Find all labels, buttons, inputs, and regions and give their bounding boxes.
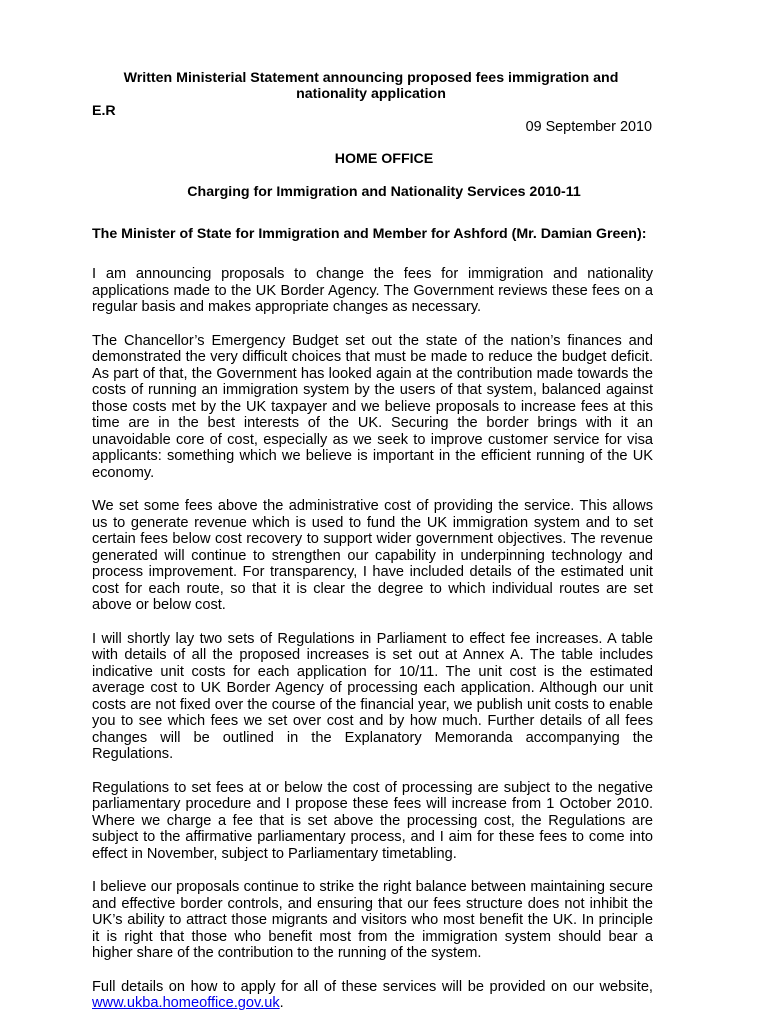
department-heading: HOME OFFICE	[334, 151, 434, 167]
speaker-line: The Minister of State for Immigration and Member for Ashford (Mr. Damian Green):	[92, 226, 647, 242]
paragraph-7-text: Full details on how to apply for all of these services will be provided on our website,	[92, 978, 653, 995]
paragraph-5: Regulations to set fees at or below the cost of processing are subject to the negative parliamentary procedure and I propose these fees will increase from 1 October 2010. Where we charge a fee that is set above the processing cost, the Regulations are subject to the affirmative parliamentary process, and I aim for these fees to come into effect in November, subject to Parliamentary timetabling.	[92, 779, 653, 862]
paragraph-1: I am announcing proposals to change the fees for immigration and nationality applications made to the UK Border Agency. The Government reviews these fees on a regular basis and makes appropriate changes as necessary.	[92, 266, 653, 315]
paragraph-6: I believe our proposals continue to strike the right balance between maintaining secure and effective border controls, and ensuring that our fees structure does not inhibit the UK’s ability to attract those migrants and visitors who most benefit the UK. In principle it is right that those who benefit most from the immigration system should bear a higher share of the contribution to the running of the system.	[92, 879, 653, 961]
er-label: E.R	[92, 103, 116, 119]
paragraph-4: I will shortly lay two sets of Regulations in Parliament to effect fee increases. A table with details of all the proposed increases is set out at Annex A. The table includes indicative unit costs for each application for 10/11. The unit cost is the estimated average cost to UK Border Agency of processing each application. Although our unit costs are not fixed over the course of the financial year, we publish unit costs to enable you to see which fees we set over cost and by how much. Further details of all fees changes will be outlined in the Explanatory Memoranda accompanying the Regulations.	[92, 630, 653, 762]
paragraph-7-end: .	[279, 995, 284, 1011]
subject-heading: Charging for Immigration and Nationality Services 2010-11	[187, 184, 581, 200]
statement-date: 09 September 2010	[525, 119, 652, 135]
website-link[interactable]: www.ukba.homeoffice.gov.uk	[92, 995, 280, 1011]
paragraph-2: The Chancellor’s Emergency Budget set out the state of the nation’s finances and demonstrated the very difficult choices that must be made to reduce the budget deficit. As part of that, the Government has looked again at the contribution made towards the costs of running an immigration system by the users of that system, balanced against those costs met by the UK taxpayer and we believe proposals to increase fees at this time are in the best interests of the UK. Securing the border brings with it an unavoidable core of cost, especially as we seek to improve customer service for visa applicants: something which we believe is important in the efficient running of the UK economy.	[92, 332, 653, 481]
statement-body	[92, 266, 653, 1029]
paragraph-3: We set some fees above the administrative cost of providing the service. This allows us to generate revenue which is used to fund the UK immigration system and to set certain fees below cost recovery to support wider government objectives. The revenue generated will continue to strengthen our capability in underpinning technology and process improvement. For transparency, I have included details of the estimated unit cost for each route, so that it is clear the degree to which individual routes are set above or below cost.	[92, 498, 653, 613]
paragraph-7	[92, 979, 653, 1012]
document-title: Written Ministerial Statement announcing proposed fees immigration and nationality application	[123, 70, 619, 102]
